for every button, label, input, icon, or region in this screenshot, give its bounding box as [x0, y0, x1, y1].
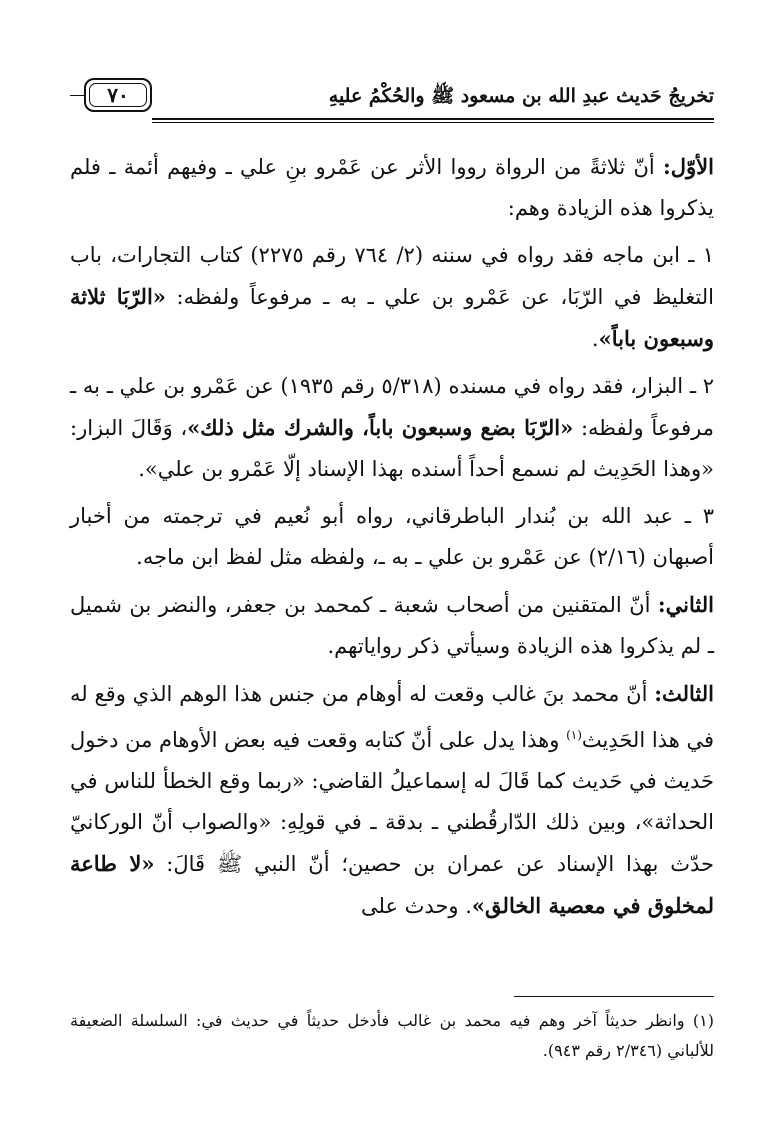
running-title: تخريجُ حَديث عبدِ الله بن مسعود ﷺ والحُكْمُ عليهِ: [328, 85, 714, 107]
paragraph-ibn-majah: [70, 235, 714, 360]
page-number: [84, 78, 152, 112]
header-rule-left: [70, 95, 84, 96]
paragraph-rest: ، وَقَالَ البزار: «وهذا الحَدِيث لم نسمع أحداً أسنده بهذا الإسناد إلّا عَمْرو بن علي».: [70, 416, 714, 481]
paragraph-end: .: [591, 327, 599, 351]
paragraph-third-reason: [70, 673, 714, 927]
header-rule-thin: [152, 122, 714, 123]
paragraph-lead: الأوّل:: [663, 154, 714, 179]
paragraph-lead: الثاني:: [657, 592, 714, 617]
footnotes: [70, 1006, 714, 1066]
page: [70, 78, 714, 1108]
hadith-quote: «الرّبَا بضع وسبعون باباً، والشرك مثل ذلك»: [187, 415, 574, 440]
header-rule: [152, 118, 714, 120]
paragraph-end: . وحدث على: [360, 894, 472, 918]
paragraph-text: ٢ ـ البزار، فقد رواه في مسنده (٥/٣١٨ رقم ١٩٣٥) عن عَمْرو بن علي ـ به ـ مرفوعاً ولفظه:: [70, 374, 714, 440]
paragraph-lead: الثالث:: [654, 681, 714, 706]
hadith-quote: «الرّبَا ثلاثة وسبعون باباً»: [70, 284, 714, 351]
paragraph-second-reason: [70, 584, 714, 667]
paragraph-text: أنّ المتقنين من أصحاب شعبة ـ كمحمد بن جعفر، والنضر بن شميل ـ لم يذكروا هذه الزيادة وسيأتي ذكر رواياتهم.: [70, 593, 714, 658]
main-text: [70, 146, 714, 927]
paragraph-text: ١ ـ ابن ماجه فقد رواه في سننه (٢/ ٧٦٤ رقم ٢٢٧٥) كتاب التجارات، باب التغليظ في الرّبَا، عن عَمْرو بن علي ـ به ـ مرفوعاً ولفظه:: [70, 243, 714, 309]
page-header: [70, 78, 714, 124]
footnote-rule: [514, 996, 714, 997]
paragraph-text: أنّ محمد بنَ غالب وقعت له أوهام من جنس هذا الوهم الذي وقع له في هذا الحَدِيث: [70, 682, 714, 752]
paragraph-first-reason: [70, 146, 714, 229]
paragraph-text-continued: وهذا يدل على أنّ كتابه وقعت فيه بعض الأوهام من دخول حَديث في حَديث كما قَالَ له إسماعيلُ القاضي: «ربما وقع الخطأ للناس في الحداثة»، وبين ذلك الدّارقُطني ـ بدقة ـ في قولِهِ: «والصواب أنّ الوركانيّ حدّث بهذا الإسناد عن عمران بن حصين؛ أنّ النبي ﷺ قَالَ:: [69, 728, 714, 876]
footnote-1: (١) وانظر حديثاً آخر وهم فيه محمد بن غالب فأدخل حديثاً في حديث في: السلسلة الضعيفة للألباني (٢/٣٤٦ رقم ٩٤٣).: [70, 1011, 714, 1060]
footnote-marker: (١): [566, 728, 582, 742]
paragraph-bazzar: [70, 366, 714, 490]
page-number-label: ٧٠: [107, 83, 129, 107]
paragraph-text: أنّ ثلاثةً من الرواة رووا الأثر عن عَمْرو بنِ علي ـ وفيهم أئمة ـ فلم يذكروا هذه الزيادة وهم:: [70, 155, 714, 220]
paragraph-batarqani: [70, 496, 714, 578]
paragraph-text: ٣ ـ عبد الله بن بُندار الباطرقاني، رواه أبو نُعيم في ترجمته من أخبار أصبهان (٢/١٦) عن عَمْرو بن علي ـ به ـ، ولفظه مثل لفظ ابن ماجه.: [70, 504, 714, 569]
hadith-quote: «لا طاعة لمخلوق في معصية الخالق»: [70, 851, 714, 918]
